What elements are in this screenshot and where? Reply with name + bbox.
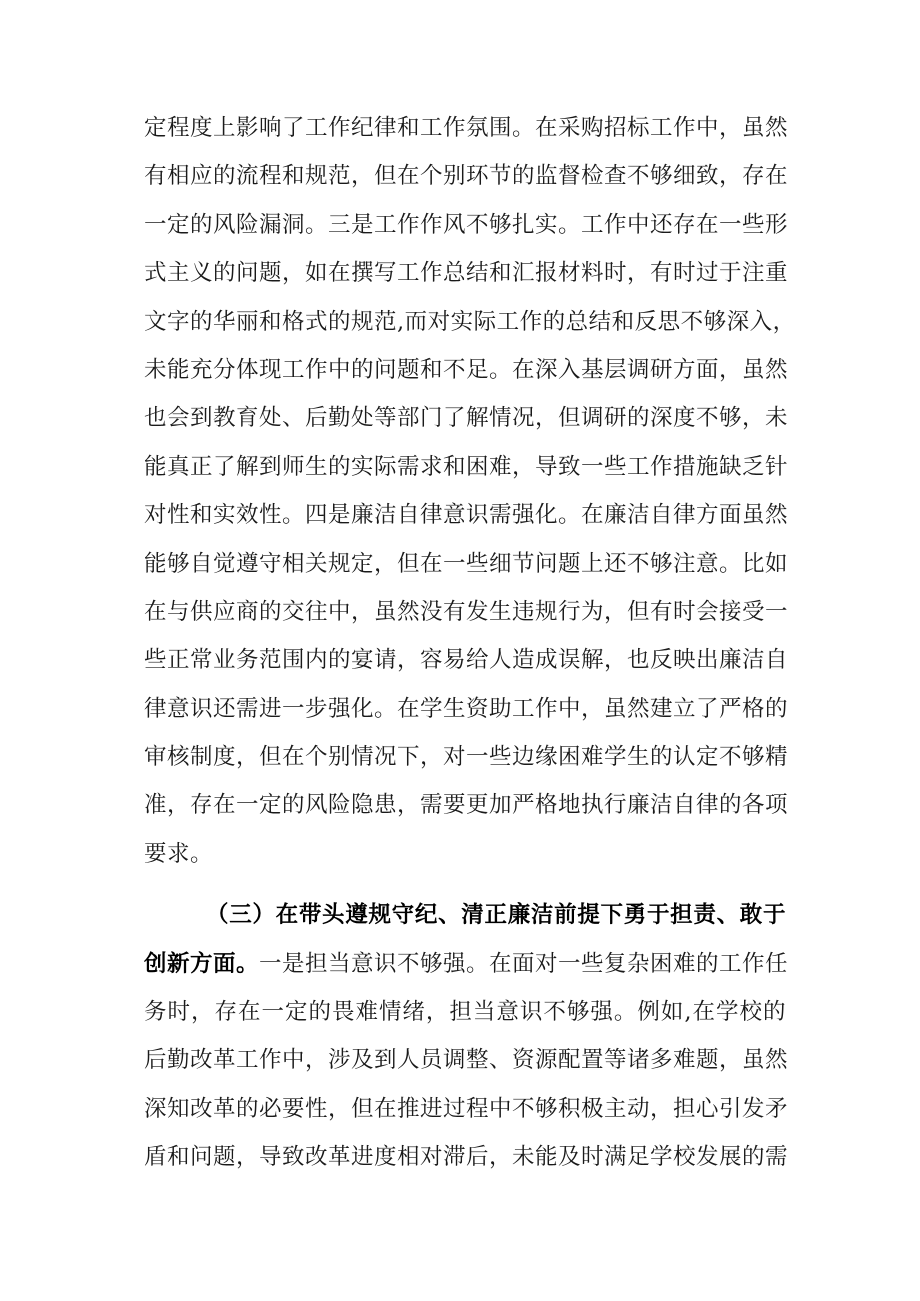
paragraph-1 [144, 104, 796, 878]
text-line: 对性和实效性。四是廉洁自律意识需强化。在廉洁自律方面虽然 [144, 502, 789, 529]
text-line: 文字的华丽和格式的规范,而对实际工作的总结和反思不够深入， [144, 308, 796, 335]
section-heading-end: 创新方面。 [144, 950, 260, 977]
text-line: 在与供应商的交往中，虽然没有发生违规行为，但有时会接受一 [144, 598, 789, 625]
text-line: 能够自觉遵守相关规定，但在一些细节问题上还不够注意。比如 [144, 550, 789, 577]
text-line: 些正常业务范围内的宴请，容易给人造成误解，也反映出廉洁自 [144, 647, 789, 674]
paragraph-2 [144, 891, 789, 1181]
text-line: 一定的风险漏洞。三是工作作风不够扎实。工作中还存在一些形 [144, 211, 789, 238]
document-body [144, 104, 796, 1182]
text-line: 务时，存在一定的畏难情绪，担当意识不够强。例如,在学校的 [144, 999, 786, 1026]
section-heading: （三）在带头遵规守纪、清正廉洁前提下勇于担责、敢于 [206, 902, 786, 929]
text-line: 要求。 [144, 840, 214, 867]
text-line: 律意识还需进一步强化。在学生资助工作中，虽然建立了严格的 [144, 695, 789, 722]
text-line: 能真正了解到师生的实际需求和困难，导致一些工作措施缺乏针 [144, 453, 789, 480]
paragraph-gap [144, 878, 786, 891]
text-line: 审核制度，但在个别情况下，对一些边缘困难学生的认定不够精 [144, 744, 789, 771]
text-line [144, 940, 789, 988]
text-line: 后勤改革工作中，涉及到人员调整、资源配置等诸多难题，虽然 [144, 1047, 789, 1074]
text-span: 一是担当意识不够强。在面对一些复杂困难的工作任 [259, 950, 789, 977]
text-line: 深知改革的必要性，但在推进过程中不够积极主动，担心引发矛 [144, 1095, 789, 1122]
text-line: 也会到教育处、后勤处等部门了解情况，但调研的深度不够，未 [144, 405, 789, 432]
text-line: 准，存在一定的风险隐患，需要更加严格地执行廉洁自律的各项 [144, 792, 789, 819]
text-line: 有相应的流程和规范，但在个别环节的监督检查不够细致，存在 [144, 163, 789, 190]
text-line: 定程度上影响了工作纪律和工作氛围。在采购招标工作中，虽然 [144, 115, 789, 141]
text-line: 式主义的问题，如在撰写工作总结和汇报材料时，有时过于注重 [144, 260, 789, 287]
text-line: 盾和问题，导致改革进度相对滞后，未能及时满足学校发展的需 [144, 1144, 789, 1171]
text-line: 未能充分体现工作中的问题和不足。在深入基层调研方面，虽然 [144, 356, 789, 383]
